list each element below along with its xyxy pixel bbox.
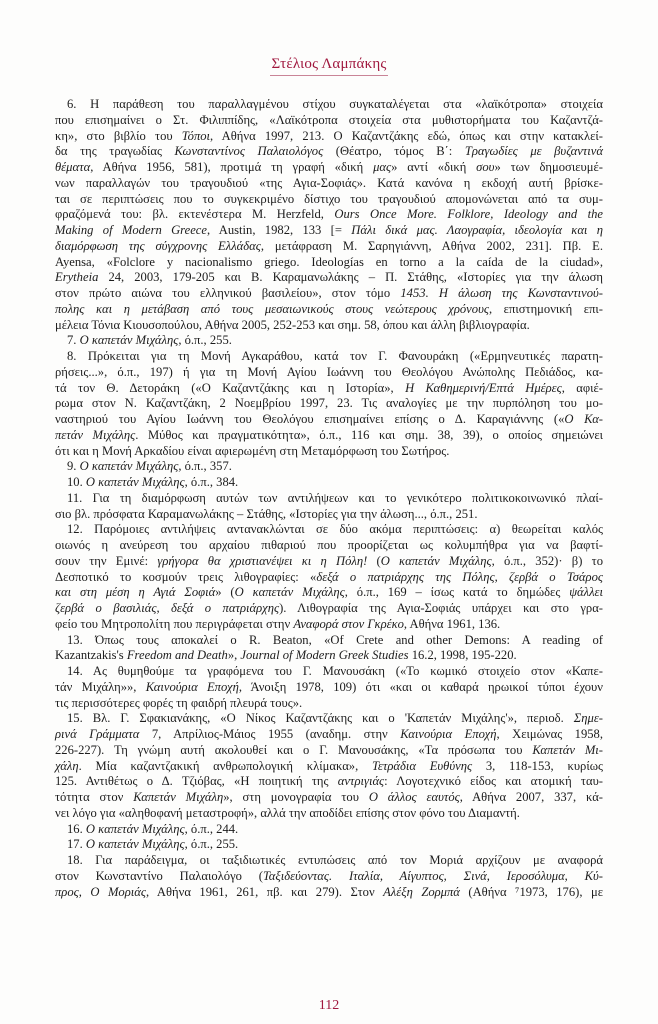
text-run: που επισημαίνει ο Στ. Φιλιππίδης, «Λαϊκότροπα στοιχεία στα μυθιστορήματα του Καζαντζά- (55, 112, 603, 127)
italic-title: χάλη (55, 758, 79, 773)
text-run: . Μία καζαντζακική ανθρωπολογική κλίμακα», (78, 758, 372, 773)
footnote-line (55, 176, 603, 192)
text-run: . Μύθος και πραγματικότητα», ό.π., 116 και σημ. 38, 39), ο οποίος σημειώνει (135, 427, 603, 442)
text-run: 226-227). Τη γνώμη αυτή ακολουθεί και ο Γ. Μανουσάκης, «Τα πρόσωπα του (55, 742, 533, 757)
italic-title: πολης και η μετάβαση από τους μεσαιωνικούς στους νεώτερους χρόνους (55, 301, 489, 316)
footnote-line (55, 428, 603, 444)
italic-title: Erytheia (55, 270, 99, 285)
footnote-line (55, 302, 603, 318)
text-run: , επιστημονική επι- (488, 301, 604, 316)
text-run: σιο βλ. πρόσφατα Καραμανωλάκης – Στάθης, «Ιστορίες για την άλωση..., ό.π., 251. (55, 506, 478, 521)
text-run: 13. Όπως τους αποκαλεί ο R. Beaton, «Of Crete and other Demons: A reading of (67, 632, 603, 647)
footnote-line (55, 333, 603, 349)
footnote-6 (55, 97, 603, 333)
footnote-12 (55, 522, 603, 632)
text-run: φείο του Μητροπολίτη που περιγράφεται στην (55, 616, 294, 631)
italic-title: Τετράδια Ευθύνης (372, 758, 473, 773)
footnote-line (55, 617, 603, 633)
footnote-line (55, 365, 603, 381)
footnote-8 (55, 349, 603, 459)
italic-title: πετάν Μιχάλης (55, 427, 136, 442)
text-run: οιωνός η ανεύρεση του αρχαίου πιθαριού που προορίζεται ως κολυμπήθρα για να βαφτί- (55, 538, 603, 552)
text-run: , ό.π., 255. (178, 333, 232, 348)
text-run: 9. (67, 459, 80, 474)
footnote-line (55, 444, 603, 460)
italic-title: θέματα (55, 160, 91, 174)
text-run: ρήσεις...», ό.π., 197) ή για τη Μονή Αγίου Ιωάννη του Θεολόγου Ανώπολης Πεδιάδος, κα- (55, 364, 603, 379)
footnote-line (55, 554, 603, 570)
italic-title: Ταξιδεύοντας. Ιταλία, Αίγυπτος, Σινά, Ιεροσόλυμα, Κύ- (262, 868, 603, 883)
footnote-line (55, 806, 603, 822)
text-run: 16.2, 1998, 195-220. (408, 648, 517, 663)
text-run: , Αθήνα 1961, 261, πβ. και 279). Στον (146, 884, 384, 899)
author-name: Στέλιος Λαμπάκης (270, 56, 387, 76)
text-run: νει λόγο για «αληθοφανή μεταστροφή», αλλά την αποδίδει επίσης στον φόνο του Διαμαντή. (55, 805, 520, 820)
running-header (0, 55, 658, 76)
italic-title: Ο καπετάν Μιχάλης (85, 821, 185, 836)
text-run: Kazantzakis's (55, 648, 127, 663)
footnote-line (55, 144, 603, 160)
text-run: ναστηριού του Αγίου Ιωάννη του Θεολόγου επισημαίνει επίσης ο Δ. Καραγιάννης (« (55, 412, 565, 426)
footnote-line (55, 113, 603, 129)
text-run: 125. Αντιθέτως ο Δ. Τζιόβας, «Η ποιητική της (55, 774, 338, 789)
footnote-line (55, 759, 603, 775)
text-run: , Χειμώνας 1958, (496, 727, 603, 741)
footnote-line (55, 664, 603, 680)
footnote-line (55, 412, 603, 428)
italic-title: ρινά Γράμματα (55, 727, 140, 741)
text-run: , ό.π., 255. (184, 837, 239, 852)
footnote-line (55, 381, 603, 397)
text-run: , ό.π., 352)· β) το (491, 553, 603, 568)
footnote-line (55, 633, 603, 649)
text-run: 10. (67, 475, 86, 489)
footnote-line (55, 318, 603, 334)
italic-title: Καινούρια Εποχή (400, 727, 497, 741)
text-run: τις περισσότερες φορές τη φαιδρή πλευρά τους». (55, 695, 303, 710)
footnote-line (55, 129, 603, 145)
italic-title: διαμόρφωση της σύγχρονης Ελλάδας (55, 238, 261, 253)
italic-title: και στη μέση η Αγιά Σοφιά (55, 585, 216, 600)
text-run: τά τον Θ. Δετοράκη («Ο Καζαντζάκης και η Ιστορία», (55, 380, 406, 395)
footnote-18 (55, 853, 603, 900)
italic-title: μας (373, 160, 392, 174)
footnote-line (55, 648, 603, 664)
footnote-line (55, 680, 603, 696)
footnote-line (55, 160, 603, 176)
footnote-line (55, 885, 603, 901)
footnote-line (55, 507, 603, 523)
footnote-17 (55, 837, 603, 853)
text-run: ). Λιθογραφία της Αγια-Σοφιάς υπάρχει και στο γρα- (279, 601, 603, 615)
footnote-line (55, 522, 603, 538)
footnote-line (55, 822, 603, 838)
footnote-line (55, 459, 603, 475)
italic-title: δεξά ο πατριάρχης της Πόλης, ζερβά ο Τσάρος (316, 569, 603, 584)
text-run: ται σε περιπτώσεις που το συγκεκριμένο δίστιχο του τραγουδιού απομονώνεται από τα συμ- (55, 191, 603, 206)
italic-title: Ο άλλος εαυτός (368, 790, 460, 804)
footnote-13 (55, 633, 603, 665)
text-run: ότι και η Μονή Αρκαδίου είναι αφιερωμένη στη Μεταμόρφωση του Σωτήρος. (55, 443, 450, 458)
italic-title: γρήγορα θα χριστιανέψει κι η Πόλη! (157, 553, 368, 568)
text-run: , Austin, 1982, 133 [= (206, 223, 352, 237)
footnote-line (55, 696, 603, 712)
text-run: τότητα στον (55, 790, 134, 804)
footnote-line (55, 727, 603, 743)
text-run: 12. Παρόμοιες αντιλήψεις αντανακλώνται σε δύο ακόμα περιπτώσεις: α) θεωρείται καλός (67, 522, 603, 537)
footnote-line (55, 349, 603, 365)
footnote-line (55, 223, 603, 239)
italic-title: Τόποι (181, 128, 211, 143)
text-run: (Αθήνα ⁷1973, 176), με (459, 884, 603, 899)
text-run: 24, 2003, 179-205 και Β. Καραμανωλάκης – Π. Στάθης, «Ιστορίες για την άλωση (98, 270, 603, 285)
italic-title: Η Καθημερινή/Επτά Ημέρες (405, 380, 562, 395)
text-run: 11. Για τη διαμόρφωση αυτών των αντιλήψεων και το γενικότερο πολιτικοκοινωνικό πλαί- (67, 490, 603, 505)
text-run: φραζόμενά του: βλ. εκτενέστερα M. Herzfeld, (55, 207, 335, 222)
footnote-line (55, 774, 603, 790)
italic-title: Ο καπετάν Μιχάλης (85, 837, 185, 852)
footnote-line (55, 790, 603, 806)
italic-title: 1453. Η άλωση της Κωνσταντινού- (400, 286, 603, 300)
footnote-line (55, 711, 603, 727)
text-run: 18. Για παράδειγμα, οι ταξιδιωτικές εντυπώσεις από τον Μοριά αρχίζουν με αναφορά (67, 853, 603, 867)
text-run: » ( (215, 585, 235, 600)
text-run: ( (367, 553, 381, 568)
text-run: 6. Η παράθεση του παραλλαγμένου στίχου συγκαταλέγεται στα «λαϊκότροπα» στοιχεία (67, 97, 603, 111)
footnote-line (55, 538, 603, 554)
text-run: στον πρώτο αιώνα του ελληνικού βασιλείου», στον τόμο (55, 286, 401, 300)
italic-title: Καπετάν Μι- (532, 742, 603, 757)
footnote-line (55, 570, 603, 586)
footnote-line (55, 192, 603, 208)
footnote-line (55, 270, 603, 286)
italic-title: αντριγιάς (337, 774, 385, 789)
footnote-10 (55, 475, 603, 491)
italic-title: σου (476, 160, 495, 174)
italic-title: Τραγωδίες με βυζαντινά (464, 144, 603, 159)
text-run: , ό.π., 169 – ίσως κατά το δημώδες (344, 585, 570, 600)
text-run: , μετάφραση Μ. Σαρηγιάννη, Αθήνα 2002, 231]. Πβ. E. (260, 238, 603, 253)
text-run: : Λογοτεχνικό είδος και ατομική ταυ- (384, 774, 603, 789)
text-run: , Αθήνα 1997, 213. Ο Καζαντζάκης εδώ, όπως και στην κατακλεί- (210, 128, 603, 143)
text-run: ρωμα στον Ν. Καζαντζάκη, 2 Νοεμβρίου 1997, 23. Τις αναλογίες με την πυρπόληση του μο- (55, 396, 603, 411)
footnote-7 (55, 333, 603, 349)
text-run: 15. Βλ. Γ. Σφακιανάκης, «Ο Νίκος Καζαντζάκης και ο 'Καπετάν Μιχάλης'», περιοδ. (67, 711, 574, 726)
text-run: 7. (67, 333, 80, 348)
italic-title: ψάλλει (569, 585, 604, 600)
italic-title: Freedom and Death (126, 648, 228, 663)
italic-title: προς, Ο Μοριάς (55, 884, 146, 899)
text-run: δα της τραγωδίας (55, 144, 175, 159)
text-run: Δεσποτικό το κοσμούν τρεις λιθογραφίες: « (55, 569, 317, 584)
text-run: στον Κωνσταντίνο Παλαιολόγο ( (55, 868, 263, 883)
italic-title: Ο καπετάν Μιχάλης (380, 553, 492, 568)
italic-title: Κωνσταντίνος Παλαιολόγος (174, 144, 324, 159)
italic-title: Ο καπετάν Μιχάλης (85, 475, 185, 489)
footnote-line (55, 97, 603, 113)
italic-title: Σημε- (573, 711, 603, 726)
footnote-line (55, 475, 603, 491)
footnote-line (55, 491, 603, 507)
text-run: Ayensa, «Folclore y nacionalismo griego. Ideologías en torno a la caída de la ciudad», (55, 254, 603, 269)
text-run: κη», στο βιβλίο του (55, 128, 182, 143)
text-run: νων παραλλαγών του τραγουδιού «της Αγια-Σοφιάς». Κατά κανόνα η εκδοχή αυτή βρίσκε- (55, 175, 603, 190)
footnote-9 (55, 459, 603, 475)
text-run: , Αθήνα 1956, 581), προτιμά τη γραφή «δική (90, 160, 374, 174)
text-run: , ό.π., 384. (184, 475, 239, 489)
footnote-line (55, 255, 603, 271)
italic-title: Ο καπετάν Μιχάλης (234, 585, 345, 600)
footnote-14 (55, 664, 603, 711)
footnote-line (55, 286, 603, 302)
italic-title: Αλέξη Ζορμπά (383, 884, 460, 899)
footnotes-block (55, 97, 603, 900)
italic-title: Journal of Modern Greek Studies (240, 648, 409, 663)
italic-title: Καπετάν Μιχάλη (133, 790, 224, 804)
text-run: », (227, 648, 241, 663)
italic-title: Αναφορά στον Γκρέκο (293, 616, 404, 631)
footnote-line (55, 837, 603, 853)
italic-title: Ο καπετάν Μιχάλης (79, 333, 179, 348)
text-run: , Αθήνα 2007, 337, κά- (459, 790, 603, 804)
italic-title: Ο Κα- (564, 412, 603, 426)
footnote-15 (55, 711, 603, 821)
text-run: , ό.π., 357. (178, 459, 232, 474)
footnote-line (55, 853, 603, 869)
text-run: 17. (67, 837, 86, 852)
text-run: , Άνοιξη 1978, 109) ότι «και οι καθαρά ηρωικοί τύποι έχουν (238, 679, 603, 694)
footnote-line (55, 207, 603, 223)
italic-title: Ours Once More. Folklore, Ideology and the (334, 207, 603, 222)
footnote-line (55, 743, 603, 759)
text-run: 7, Απρίλιος-Μάιος 1955 (αναδημ. στην (139, 727, 401, 741)
text-run: σουν την Εμινέ: (55, 553, 158, 568)
footnote-16 (55, 822, 603, 838)
footnote-line (55, 396, 603, 412)
italic-title: Καινούρια Εποχή (145, 679, 239, 694)
italic-title: ζερβά ο βασιλιάς, δεξά ο πατριάρχης (55, 601, 280, 615)
text-run: (Θέατρο, τόμος Β΄: (323, 144, 465, 159)
text-run: 16. (67, 821, 86, 836)
footnote-line (55, 239, 603, 255)
text-run: 3, 118-153, κυρίως (472, 758, 603, 773)
footnote-line (55, 869, 603, 885)
text-run: μέλεια Τόνια Κιουσοπούλου, Αθήνα 2005, 252-253 και σημ. 58, όπου και άλλη βιβλιογραφία. (55, 317, 530, 332)
text-run: 14. Ας θυμηθούμε τα γραφόμενα του Γ. Μανουσάκη («Το κωμικό στοιχείο στον «Καπε- (67, 664, 603, 678)
italic-title: Making of Modern Greece (55, 223, 207, 237)
footnote-line (55, 601, 603, 617)
text-run: » των δημοσιευμέ- (494, 160, 603, 174)
text-run: » αντί «δική (391, 160, 477, 174)
text-run: , αφιέ- (561, 380, 603, 395)
text-run: », στη μονογραφία του (223, 790, 369, 804)
footnote-11 (55, 491, 603, 523)
italic-title: Ο καπετάν Μιχάλης (79, 459, 179, 474)
text-run: τάν Μιχάλη»», (55, 679, 146, 694)
text-run: 8. Πρόκειται για τη Μονή Αγκαράθου, κατά τον Γ. Φανουράκη («Ερμηνευτικές παρατη- (67, 349, 603, 363)
text-run: , ό.π., 244. (184, 821, 239, 836)
page-number: 112 (318, 998, 340, 1013)
italic-title: Πάλι δικά μας. Λαογραφία, ιδεολογία και η (351, 223, 603, 237)
text-run: , Αθήνα 1961, 136. (403, 616, 501, 631)
footnote-line (55, 585, 603, 601)
